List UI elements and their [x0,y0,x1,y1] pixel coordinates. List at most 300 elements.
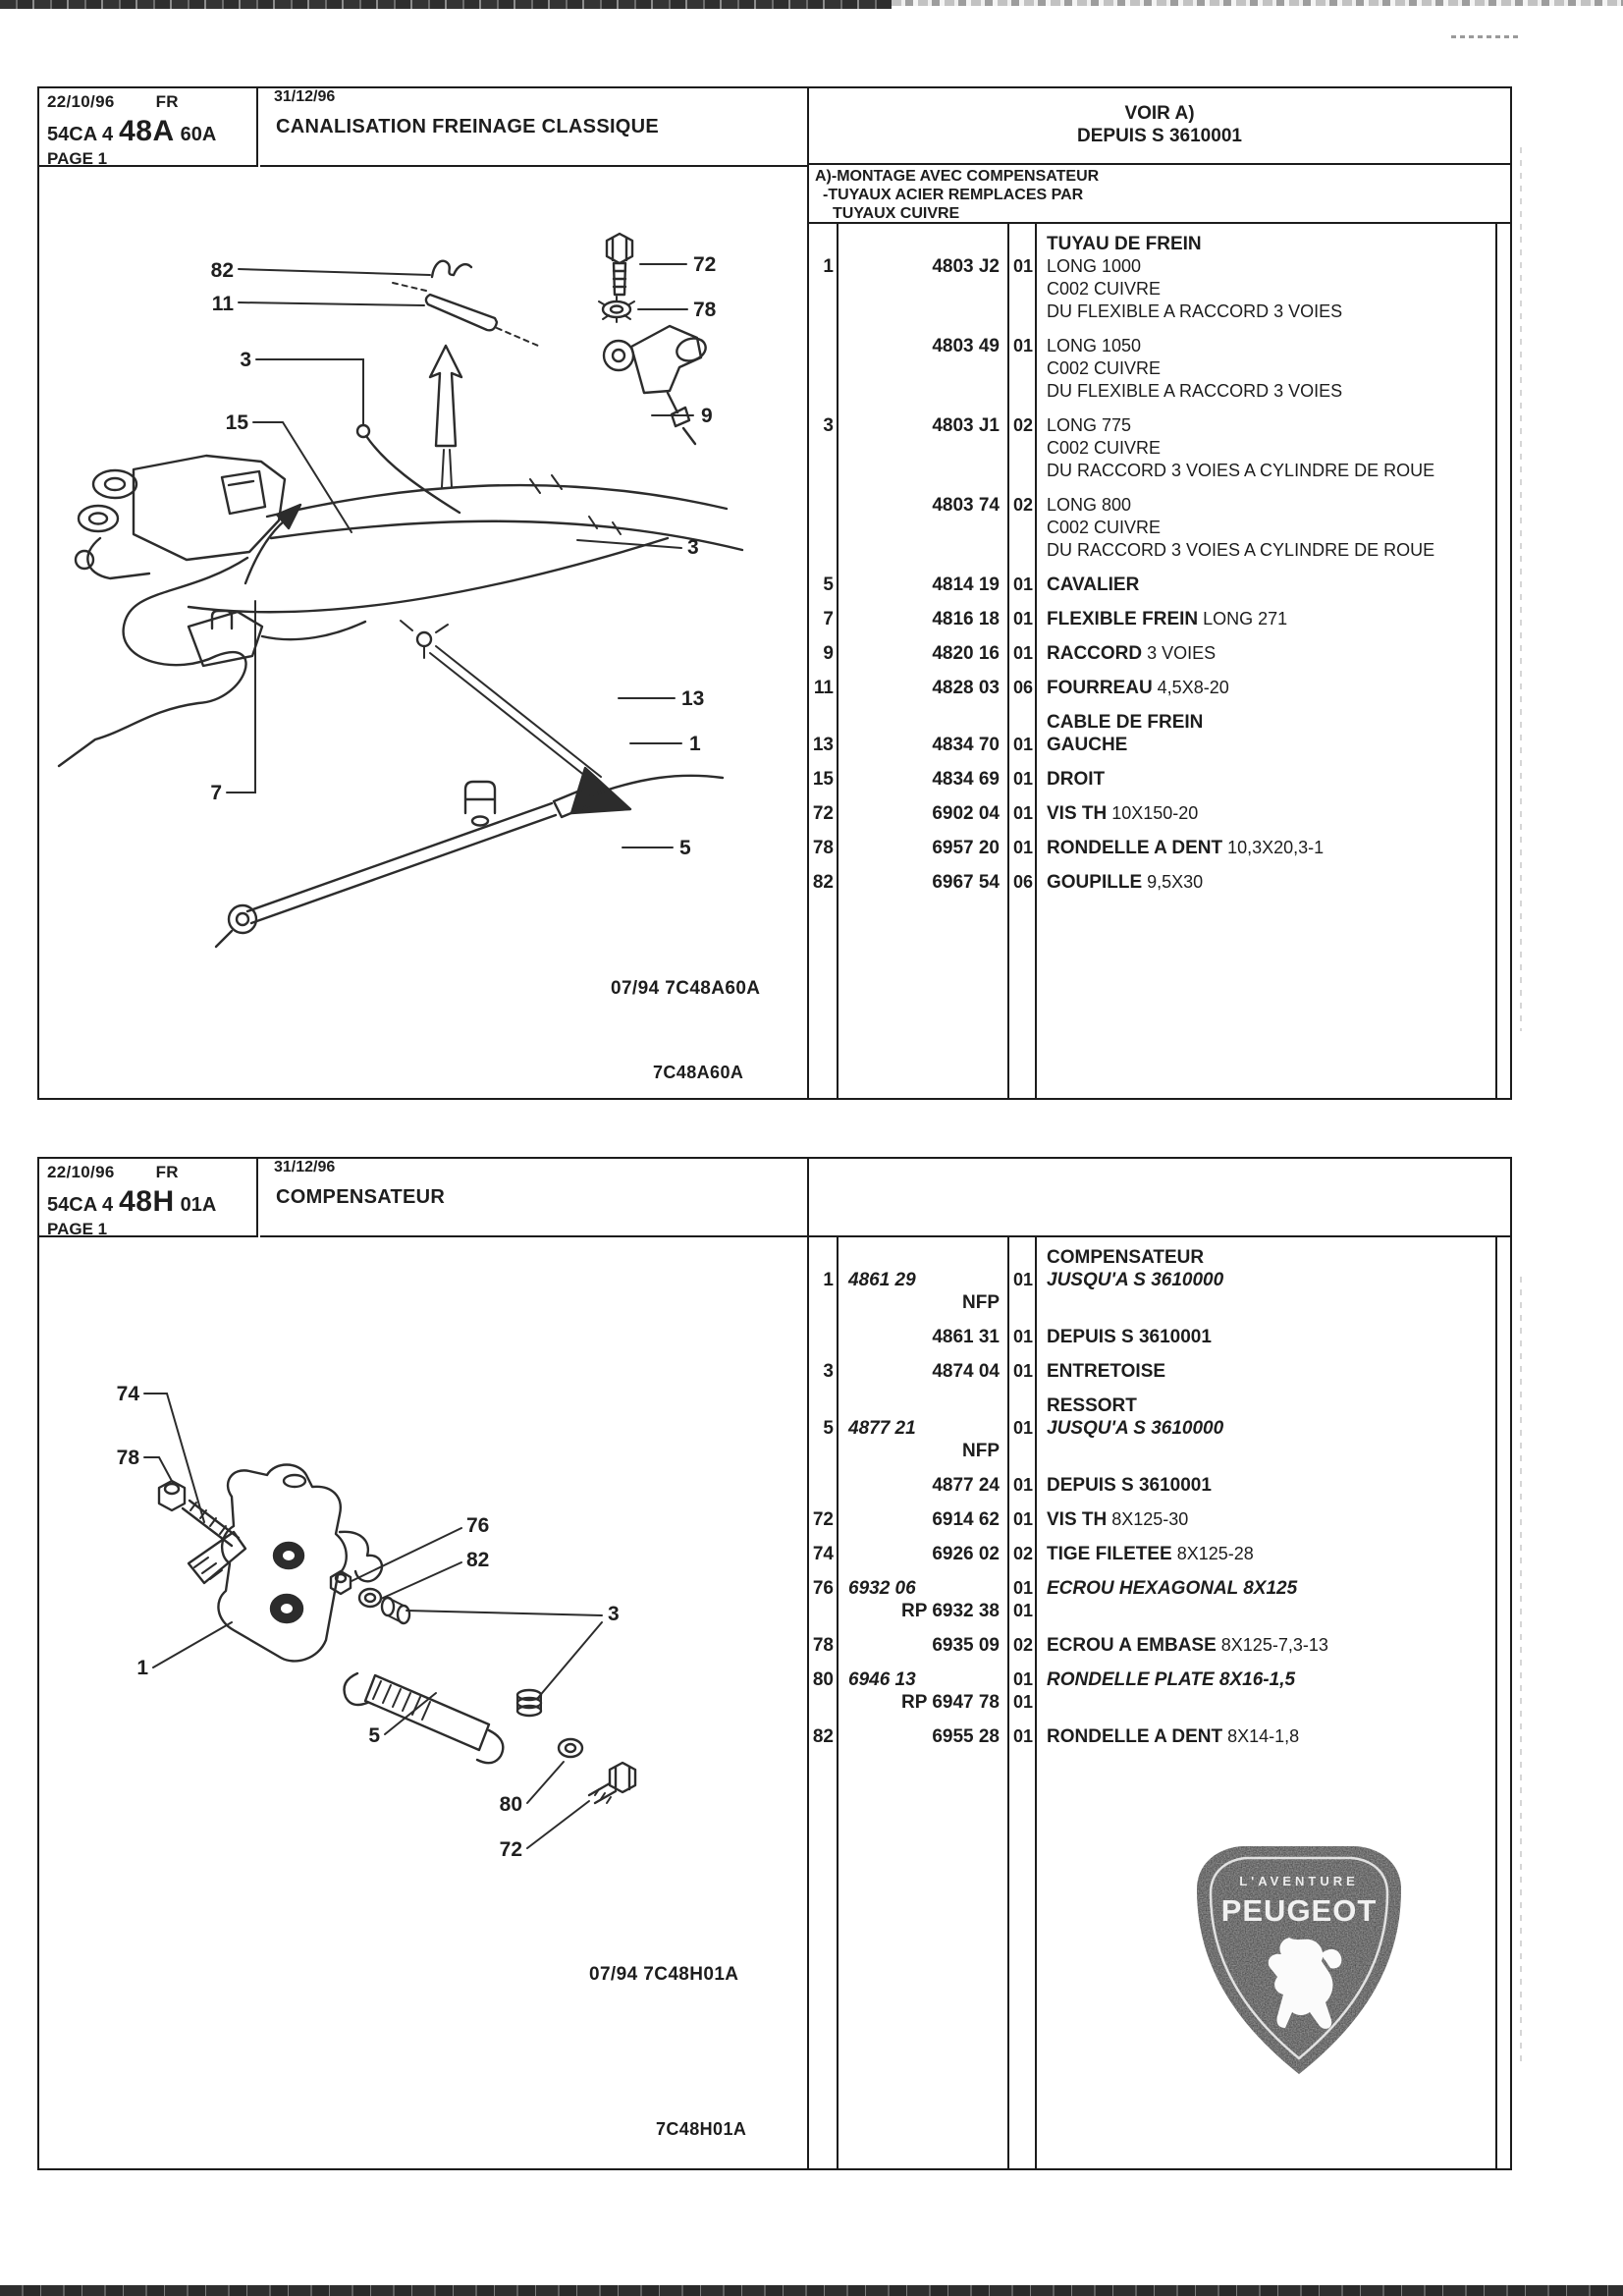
description-cell [1037,642,1494,665]
description-line [1047,1508,1494,1531]
table-row [809,1543,1494,1565]
part-number-cell [839,677,1009,699]
callout-label: 72 [499,1838,522,1861]
table-row [809,1668,1494,1714]
section-title: COMPENSATEUR [276,1186,446,1208]
pipe-end-fitting [357,425,369,437]
part-number: 4803 J2 [932,256,1000,277]
description-line [1047,642,1494,665]
description-line [1047,255,1494,278]
ref-number: 5 [823,1418,834,1439]
callout-label: 3 [608,1603,620,1625]
part-number-cell [839,1725,1009,1748]
description-bold-segment: DEPUIS S 3610001 [1047,1327,1212,1347]
part-number-cell [839,1394,1009,1462]
table-row [809,871,1494,894]
part-number: 4877 24 [932,1475,1000,1496]
description-cell [1037,837,1494,859]
description-detail-segment: 10X150-20 [1107,803,1199,823]
description-cell [1037,1246,1494,1314]
flat-washer-drawing [559,1739,582,1757]
quantity-cell [1009,1474,1037,1497]
part-number: 4834 70 [932,735,1000,755]
quantity: 01 [1012,1418,1034,1438]
description-line [1047,871,1494,894]
threaded-rod-drawing [183,1501,239,1546]
ref-number [809,494,839,562]
part-number: 4861 31 [932,1327,1000,1347]
description-line [1047,335,1494,357]
description-line [1047,494,1494,517]
description-line [1047,1326,1494,1348]
part-number: 6955 28 [932,1726,1000,1747]
table-row [809,1725,1494,1748]
description-line [1047,357,1494,380]
description-bold-segment: GOUPILLE [1047,872,1143,893]
ref-number: 15 [812,769,834,790]
ref-number: 72 [812,803,834,824]
callout-label: 78 [116,1447,139,1469]
description-cell [1037,1725,1494,1748]
description-detail-segment: C002 CUIVRE [1047,279,1162,299]
code-prefix: 54CA 4 [47,1194,114,1216]
ref-number: 3 [823,415,834,436]
fourreau-sleeve-drawing [426,295,497,330]
description-detail-segment: DU RACCORD 3 VOIES A CYLINDRE DE ROUE [1047,461,1435,480]
description-line [1047,1543,1494,1565]
quantity-cell [1009,1543,1037,1565]
table-row [809,608,1494,630]
description-detail-segment: LONG 1000 [1047,256,1142,276]
part-number-cell [839,1474,1009,1497]
quantity-cell [1009,608,1037,630]
scan-artifact-bar-top-light [892,0,1623,6]
callout-label: 82 [466,1549,490,1571]
description-detail-segment: 9,5X30 [1142,872,1204,892]
description-detail-segment: DU FLEXIBLE A RACCORD 3 VOIES [1047,381,1343,401]
quantity: 01 [1012,336,1034,355]
quantity: 01 [1012,769,1034,789]
description-line [1047,768,1494,791]
exploded-diagram-48h [39,1237,807,2168]
ref-number [809,335,839,403]
description-detail-segment: 8X125-30 [1107,1509,1189,1529]
quantity: 01 [1012,643,1034,663]
callout-label: 76 [466,1514,490,1537]
quantity: 01 [1012,1361,1034,1381]
description-cell [1037,233,1494,323]
quantity-cell [1009,574,1037,596]
description-bold-segment: CAVALIER [1047,574,1140,595]
description-detail-segment: LONG 271 [1198,609,1288,629]
part-number: 6932 06 [848,1578,916,1599]
description-bold-segment: RONDELLE A DENT [1047,838,1223,858]
section-code [47,1185,256,1219]
ref-number: 11 [813,678,834,698]
part-number-cell [839,1326,1009,1348]
table-row [809,642,1494,665]
table-row [809,494,1494,562]
description-detail-segment: LONG 800 [1047,495,1132,515]
part-number-cell [839,414,1009,482]
section-48h-id-block [39,1159,258,1237]
description-bold-segment: RACCORD [1047,643,1143,664]
voir-line2: DEPUIS S 3610001 [1077,126,1242,146]
section-48h-title-cell [260,1159,807,1237]
table-row [809,1634,1494,1657]
quantity-cell [1009,1360,1037,1383]
callout-label: 15 [225,411,248,434]
scan-artifact-dashes [1451,35,1522,38]
quantity-cell [1009,1725,1037,1748]
table-row [809,335,1494,403]
description-line [1047,1269,1494,1291]
description-cell [1037,1360,1494,1383]
description-cell [1037,1668,1494,1714]
callout-label: 80 [499,1793,522,1816]
table-row [809,1360,1494,1383]
part-number-cell [839,574,1009,596]
description-bold-segment: VIS TH [1047,803,1108,824]
description-cell [1037,335,1494,403]
brake-pipe-drawing [366,436,460,513]
plate-code: 7C48A60A [653,1063,744,1082]
description-cell [1037,414,1494,482]
part-number: 6967 54 [932,872,1000,893]
description-bold-segment: JUSQU'A S 3610000 [1047,1418,1224,1439]
section-code [47,115,256,148]
ref-number: 5 [823,574,834,595]
quantity-cell [1009,1394,1037,1462]
description-cell [1037,1543,1494,1565]
part-number: 4820 16 [932,643,1000,664]
direction-arrow-curved [245,520,285,583]
part-number: 4816 18 [932,609,1000,629]
ref-number: 80 [812,1669,834,1690]
quantity-cell [1009,642,1037,665]
callout-label: 74 [116,1383,139,1405]
callout-label: 5 [368,1724,380,1747]
goupille-clip-drawing [432,261,471,277]
callout-label: 1 [136,1657,148,1679]
part-number: 4874 04 [932,1361,1000,1382]
description-line [1047,837,1494,859]
ref-number: 9 [823,643,834,664]
page-number: PAGE 1 [47,1220,108,1238]
quantity-cell [1009,335,1037,403]
part-number-cell [839,642,1009,665]
description-line [1047,677,1494,699]
description-bold-segment: COMPENSATEUR [1047,1247,1205,1268]
part-number-cell [839,233,1009,323]
callout-label: 13 [681,687,705,710]
issue-date: 22/10/96 [47,92,115,111]
parts-table-48a [809,224,1510,1098]
description-line [1047,711,1494,734]
description-line [1047,802,1494,825]
table-row [809,802,1494,825]
description-detail-segment: C002 CUIVRE [1047,358,1162,378]
parts-rows [809,224,1494,905]
ref-number: 72 [812,1509,834,1530]
part-number: 6902 04 [932,803,1000,824]
empty-header-box [809,1159,1510,1237]
section-48a [37,86,1512,1100]
description-line [1047,414,1494,437]
description-bold-segment: RESSORT [1047,1395,1137,1416]
description-detail-segment: C002 CUIVRE [1047,518,1162,537]
part-number: 4834 69 [932,769,1000,790]
quantity: 01 [1012,256,1034,276]
scan-artifact-vertical-dashes [1520,1277,1522,2062]
nut-drawing [159,1481,185,1510]
code-suffix: 60A [180,124,217,145]
quantity-cell [1009,233,1037,323]
part-number: 4803 49 [932,336,1000,356]
quantity-cell [1009,802,1037,825]
header-date-line [47,92,256,112]
description-bold-segment: TIGE FILETEE [1047,1544,1172,1564]
description-bold-segment: ECROU HEXAGONAL 8X125 [1047,1578,1298,1599]
quantity-cell [1009,768,1037,791]
ref-number: 76 [812,1578,834,1599]
quantity-cell [1009,871,1037,894]
description-line [1047,1577,1494,1600]
quantity: 01 [1012,735,1034,754]
voir-box [809,88,1510,165]
section-48a-title-cell [260,88,807,167]
description-line [1047,278,1494,301]
description-line [1047,574,1494,596]
description-detail-segment: 4,5X8-20 [1152,678,1229,697]
description-detail-segment: LONG 775 [1047,415,1132,435]
quantity: 06 [1012,872,1034,892]
peugeot-badge [1173,1834,1425,2082]
quantity: 01 [1012,609,1034,629]
ref-number [809,1326,839,1348]
quantity: 01 [1012,803,1034,823]
table-row [809,1326,1494,1348]
description-line [1047,1725,1494,1748]
quantity-cell [1009,414,1037,482]
description-bold-segment: GAUCHE [1047,735,1128,755]
diagram-caption: 07/94 7C48A60A [611,978,761,999]
quantity-cell [1009,494,1037,562]
description-cell [1037,871,1494,894]
language-code: FR [155,1163,179,1181]
ref-number: 3 [823,1361,834,1382]
part-number-replacement: RP 6932 38 [900,1601,1000,1621]
badge-top-text: L'AVENTURE [1239,1874,1359,1888]
plate-code: 7C48H01A [656,2119,747,2139]
part-number-cell [839,335,1009,403]
quantity: 01 [1012,1669,1034,1689]
table-row [809,677,1494,699]
part-number: 6914 62 [932,1509,1000,1530]
ref-number: 7 [823,609,834,629]
quantity-replacement: 01 [1012,1601,1034,1620]
description-bold-segment: DROIT [1047,769,1106,790]
part-number-cell [839,837,1009,859]
quantity: 02 [1012,1635,1034,1655]
description-cell [1037,802,1494,825]
description-bold-segment: CABLE DE FREIN [1047,712,1204,733]
description-line [1047,1417,1494,1440]
table-row [809,233,1494,323]
part-number-cell [839,1668,1009,1714]
code-main: 48A [119,115,175,147]
description-line [1047,1360,1494,1383]
callout-label: 9 [701,405,713,427]
part-number: 4828 03 [932,678,1000,698]
part-number: 4861 29 [848,1270,916,1290]
quantity-cell [1009,677,1037,699]
code-prefix: 54CA 4 [47,124,114,145]
description-line [1047,608,1494,630]
quantity-cell [1009,1668,1037,1714]
quantity-cell [1009,1634,1037,1657]
note-line: TUYAUX CUIVRE [833,205,960,222]
table-row [809,1508,1494,1531]
description-bold-segment: FLEXIBLE FREIN [1047,609,1199,629]
description-cell [1037,1634,1494,1657]
table-row [809,768,1494,791]
diagram-caption: 07/94 7C48H01A [589,1964,739,1985]
callout-label: 5 [679,837,691,859]
quantity: 02 [1012,1544,1034,1563]
description-cell [1037,1474,1494,1497]
revision-date: 31/12/96 [274,88,336,105]
quantity-cell [1009,1246,1037,1314]
scan-artifact-bar-top [0,0,892,9]
three-way-union-drawing [604,326,709,444]
master-cylinder-assembly-drawing [76,456,285,578]
description-line [1047,1634,1494,1657]
part-number-replacement: NFP [962,1292,1000,1313]
callout-label: 82 [210,259,234,282]
table-row [809,414,1494,482]
page-number: PAGE 1 [47,149,108,168]
ref-number: 1 [823,256,834,277]
toothed-washer-drawing [603,301,630,317]
quantity: 06 [1012,678,1034,697]
table-row [809,1474,1494,1497]
code-suffix: 01A [180,1194,217,1216]
description-cell [1037,1508,1494,1531]
description-line [1047,517,1494,539]
quantity: 01 [1012,1578,1034,1598]
part-number-cell [839,494,1009,562]
washer-drawing [359,1589,381,1607]
description-line [1047,1394,1494,1417]
description-cell [1037,494,1494,562]
description-detail-segment: 10,3X20,3-1 [1222,838,1325,857]
quantity-cell [1009,1508,1037,1531]
description-bold-segment: DEPUIS S 3610001 [1047,1475,1212,1496]
description-detail-segment: 8X125-7,3-13 [1216,1635,1328,1655]
quantity: 01 [1012,1475,1034,1495]
quantity-cell [1009,1577,1037,1622]
description-bold-segment: FOURREAU [1047,678,1153,698]
quantity-replacement: 01 [1012,1692,1034,1712]
callout-label: 1 [689,733,701,755]
note-line: A)-MONTAGE AVEC COMPENSATEUR [815,168,1100,185]
description-line [1047,1474,1494,1497]
table-row [809,837,1494,859]
part-number: 4814 19 [932,574,1000,595]
flexible-hose-drawing [216,776,723,947]
table-row [809,1577,1494,1622]
callout-label: 3 [687,536,699,559]
description-detail-segment: DU RACCORD 3 VOIES A CYLINDRE DE ROUE [1047,540,1435,560]
ref-number: 74 [812,1544,834,1564]
part-number: 4803 J1 [932,415,1000,436]
spring-drawing [345,1673,504,1763]
language-code: FR [155,92,179,111]
scan-artifact-vertical-dashes [1520,147,1522,1031]
quantity-cell [1009,711,1037,756]
part-number: 6957 20 [932,838,1000,858]
callout-label: 72 [693,253,717,276]
description-line [1047,1668,1494,1691]
callout-label: 78 [693,299,717,321]
description-line [1047,734,1494,756]
badge-brand-text: PEUGEOT [1220,1893,1378,1928]
description-detail-segment: LONG 1050 [1047,336,1142,355]
table-row [809,1394,1494,1462]
quantity: 01 [1012,1327,1034,1346]
quantity: 01 [1012,838,1034,857]
quantity: 01 [1012,1270,1034,1289]
parts-rows [809,1237,1494,1760]
part-number-cell [839,871,1009,894]
ref-number [809,1474,839,1497]
table-row [809,574,1494,596]
description-cell [1037,1326,1494,1348]
note-line: -TUYAUX ACIER REMPLACES PAR [823,187,1084,203]
part-number-cell [839,711,1009,756]
callout-label: 11 [211,293,234,315]
callout-label: 7 [210,782,222,804]
bushing-drawing [517,1690,541,1716]
column-rule [1495,1237,1497,2168]
part-number-cell [839,1360,1009,1383]
part-number: 6946 13 [848,1669,916,1690]
description-line [1047,460,1494,482]
description-bold-segment: ENTRETOISE [1047,1361,1166,1382]
section-title: CANALISATION FREINAGE CLASSIQUE [276,116,660,137]
part-number-cell [839,608,1009,630]
part-number: 6935 09 [932,1635,1000,1656]
part-number-cell [839,1508,1009,1531]
revision-date: 31/12/96 [274,1159,336,1175]
quantity: 01 [1012,1726,1034,1746]
ref-number: 82 [812,1726,834,1747]
description-cell [1037,768,1494,791]
part-number-replacement: RP 6947 78 [900,1692,1000,1713]
part-number-cell [839,1577,1009,1622]
part-number-cell [839,1634,1009,1657]
description-line [1047,437,1494,460]
section-48a-id-block [39,88,258,167]
quantity: 01 [1012,574,1034,594]
column-rule [1495,224,1497,1098]
description-detail-segment: 8X125-28 [1171,1544,1254,1563]
code-main: 48H [119,1185,175,1218]
part-number-cell [839,802,1009,825]
voir-line1: VOIR A) [1124,103,1195,124]
description-bold-segment: RONDELLE A DENT [1047,1726,1223,1747]
